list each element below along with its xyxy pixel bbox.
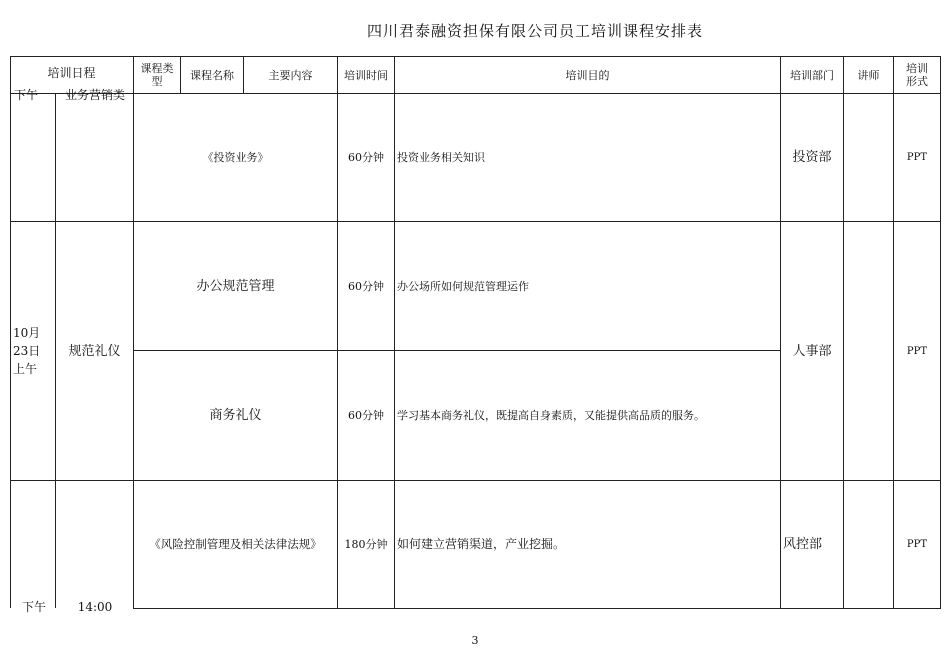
row2-type: 规范礼仪 <box>68 343 121 359</box>
table-border-top <box>10 56 941 57</box>
document-title: 四川君泰融资担保有限公司员工培训课程安排表 <box>366 22 703 40</box>
row1-course: 《投资业务》 <box>202 151 269 164</box>
header-lecturer: 讲师 <box>857 68 880 82</box>
row3-course: 商务礼仪 <box>209 408 262 423</box>
header-course-type: 课程类型 <box>140 62 174 88</box>
overflow-clock-bottom: 14:00 <box>77 599 113 614</box>
header-schedule: 培训日程 <box>47 65 96 80</box>
row1-format: PPT <box>906 152 928 163</box>
header-main-content: 主要内容 <box>268 68 313 82</box>
row1-department: 投资部 <box>792 150 832 165</box>
col-line-10 <box>940 56 941 608</box>
row2-format: PPT <box>906 345 928 357</box>
row3-purpose: 学习基本商务礼仪，既提高自身素质，又能提供高品质的服务。 <box>397 409 705 422</box>
row4-duration: 180分钟 <box>344 538 388 551</box>
row-divider-4b <box>780 608 941 609</box>
row1-purpose: 投资业务相关知识 <box>397 151 485 164</box>
overflow-type-top: 业务营销类 <box>64 87 125 102</box>
row2-purpose: 办公场所如何规范管理运作 <box>397 279 529 293</box>
row-divider-4 <box>133 608 780 609</box>
row2-duration: 60分钟 <box>348 279 384 293</box>
header-course-name: 课程名称 <box>190 68 234 82</box>
header-department: 培训部门 <box>790 68 834 82</box>
row1-duration: 60分钟 <box>348 151 384 164</box>
row4-department: 风控部 <box>783 537 823 552</box>
overflow-time-top: 下午 <box>13 87 38 102</box>
row2-date: 10月 23日 上午 <box>13 326 41 376</box>
row4-course: 《风险控制管理及相关法律法规》 <box>149 537 322 551</box>
page-number: 3 <box>471 634 479 647</box>
header-format: 培训形式 <box>906 62 928 88</box>
col-line-8 <box>843 56 844 608</box>
header-purpose: 培训目的 <box>565 68 610 82</box>
header-duration: 培训时间 <box>344 68 388 82</box>
row2-department: 人事部 <box>792 343 832 359</box>
row4-format: PPT <box>906 539 928 550</box>
row3-duration: 60分钟 <box>348 409 384 422</box>
overflow-time-bottom: 下午 <box>21 599 46 614</box>
row4-purpose: 如何建立营销渠道，产业挖掘。 <box>397 537 566 551</box>
row2-course: 办公规范管理 <box>196 278 275 294</box>
